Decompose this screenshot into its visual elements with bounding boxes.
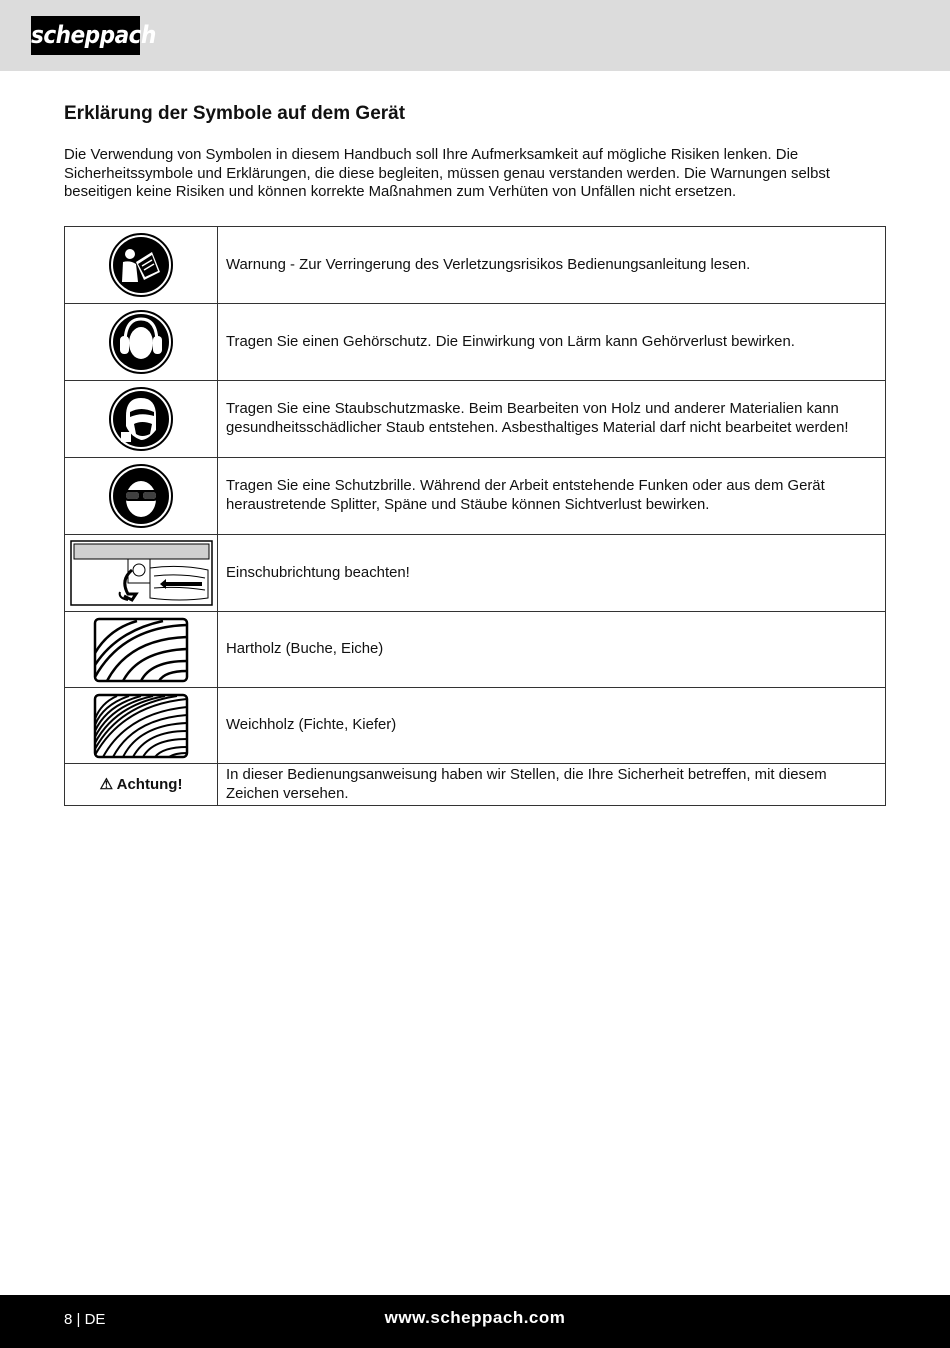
read-manual-icon	[108, 232, 174, 298]
icon-cell	[65, 458, 218, 535]
symbol-text: Hartholz (Buche, Eiche)	[218, 612, 886, 688]
table-row	[65, 381, 886, 458]
scheppach-logo	[31, 16, 156, 55]
table-row	[65, 535, 886, 612]
table-row	[65, 764, 886, 806]
symbols-table	[64, 226, 886, 806]
table-row	[65, 688, 886, 764]
icon-cell	[65, 535, 218, 612]
table-row	[65, 458, 886, 535]
logo-text: scheppach	[31, 21, 156, 49]
icon-cell	[65, 304, 218, 381]
table-row	[65, 227, 886, 304]
footer-url[interactable]: www.scheppach.com	[384, 1308, 566, 1327]
symbol-text: In dieser Bedienungsanweisung haben wir Stellen, die Ihre Sicherheit betreffen, mit diesem Zeichen versehen.	[218, 764, 886, 806]
symbol-text: Tragen Sie einen Gehörschutz. Die Einwirkung von Lärm kann Gehörverlust bewirken.	[218, 304, 886, 381]
hardwood-icon	[93, 617, 189, 683]
icon-cell	[65, 688, 218, 764]
icon-cell	[65, 227, 218, 304]
feed-direction-icon	[70, 540, 213, 606]
intro-paragraph: Die Verwendung von Symbolen in diesem Handbuch soll Ihre Aufmerksamkeit auf mögliche Risiken lenken. Die Sicherheitssymbole und Erklärungen, die diese begleiten, müssen genau verstanden werden. Die Warnungen selbst beseitigen keine Risiken und können korrekte Maßnahmen zum Verhüten von Unfällen nicht ersetzen.	[64, 147, 830, 201]
symbol-text: Einschubrichtung beachten!	[218, 535, 886, 612]
symbol-text: Tragen Sie eine Staubschutzmaske. Beim Bearbeiten von Holz und anderer Materialien kann gesundheitsschädlicher Staub entstehen. Asbesthaltiges Material darf nicht bearbeitet werden!	[218, 381, 886, 458]
dust-mask-icon	[108, 386, 174, 452]
safety-goggles-icon	[108, 463, 174, 529]
table-row	[65, 304, 886, 381]
icon-cell	[65, 764, 218, 806]
symbol-text: Warnung - Zur Verringerung des Verletzungsrisikos Bedienungsanleitung lesen.	[218, 227, 886, 304]
symbol-text: Tragen Sie eine Schutzbrille. Während der Arbeit entstehende Funken oder aus dem Gerät heraustretende Splitter, Späne und Stäube können Sichtverlust bewirken.	[218, 458, 886, 535]
icon-cell	[65, 612, 218, 688]
symbol-text: Weichholz (Fichte, Kiefer)	[218, 688, 886, 764]
page-title: Erklärung der Symbole auf dem Gerät	[64, 103, 406, 124]
page-number: 8 | DE	[64, 1311, 106, 1328]
icon-cell	[65, 381, 218, 458]
softwood-icon	[93, 693, 189, 759]
footer-bar	[0, 1295, 950, 1348]
table-row	[65, 612, 886, 688]
achtung-label: ⚠ Achtung!	[99, 776, 183, 793]
ear-protection-icon	[108, 309, 174, 375]
